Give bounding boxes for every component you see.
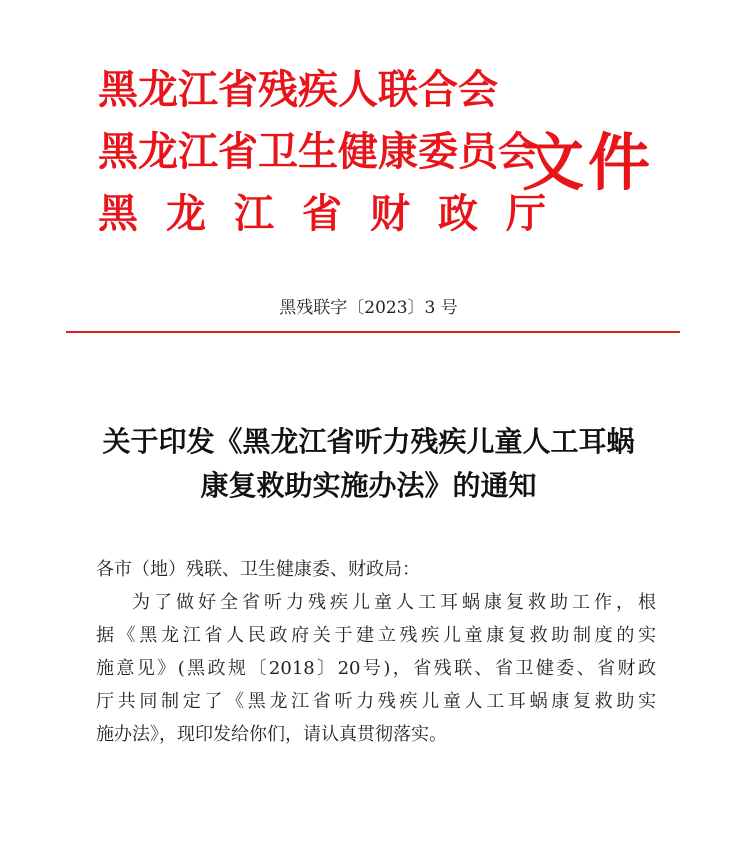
notice-title-line-2: 康复救助实施办法》的通知 <box>200 469 537 502</box>
notice-title-line-1: 关于印发《黑龙江省听力残疾儿童人工耳蜗 <box>102 425 635 458</box>
header-divider-rule <box>66 331 680 333</box>
notice-body <box>96 553 656 751</box>
paragraph-line: 施意见》(黑政规〔2018〕20号)，省残联、省卫健委、省财政 <box>96 658 656 679</box>
notice-title <box>0 420 737 508</box>
document-number: 黑残联字〔2023〕3 号 <box>279 298 458 318</box>
issuing-organizations <box>98 66 574 252</box>
issuer-finance-department: 黑龙江省财政厅 <box>98 190 574 237</box>
issuer-disabled-persons-federation: 黑龙江省残疾人联合会 <box>98 66 498 113</box>
document-type-label: 文件 <box>522 126 655 199</box>
issuer-health-commission: 黑龙江省卫生健康委员会 <box>98 128 538 175</box>
paragraph-line: 据《黑龙江省人民政府关于建立残疾儿童康复救助制度的实 <box>96 625 656 646</box>
paragraph-line: 施办法》，现印发给你们，请认真贯彻落实。 <box>96 724 447 745</box>
salutation: 各市（地）残联、卫生健康委、财政局： <box>96 559 420 580</box>
paragraph-line: 为了做好全省听力残疾儿童人工耳蜗康复救助工作，根 <box>132 592 656 613</box>
paragraph-line: 厅共同制定了《黑龙江省听力残疾儿童人工耳蜗康复救助实 <box>96 691 656 712</box>
